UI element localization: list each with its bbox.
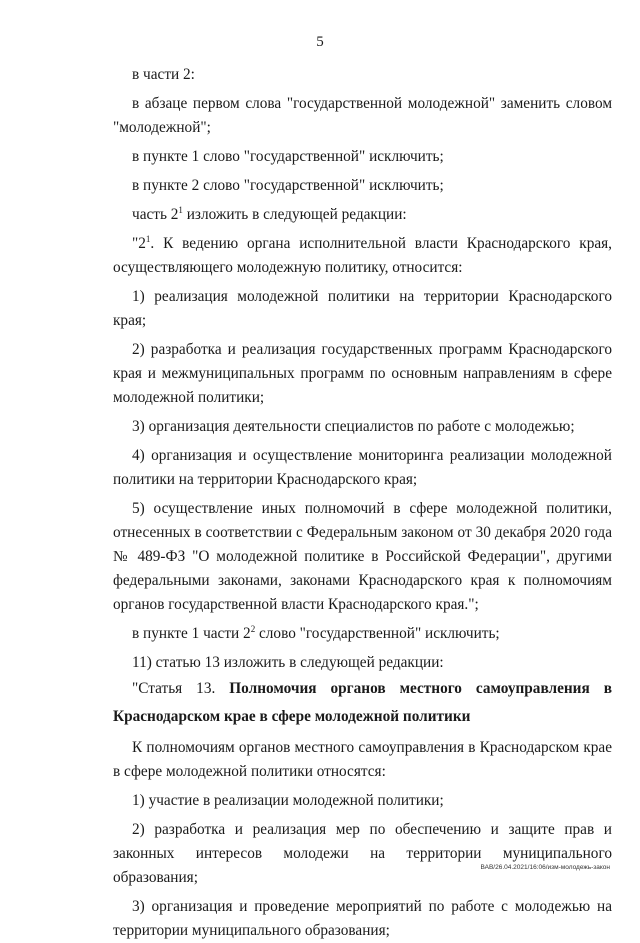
paragraph: 2) разработка и реализация государственных программ Краснодарского края и межмуниципальных программ по основным направлениям в сфере молодежной политики;: [113, 341, 612, 406]
text-fragment: "2: [132, 235, 146, 252]
paragraph: 11) статью 13 изложить в следующей редакции:: [132, 654, 444, 671]
paragraph: 2) разработка и реализация мер по обеспечению и защите прав и законных интересов молодежи на территории муниципального образования;: [113, 821, 612, 886]
superscript: 2: [250, 623, 256, 634]
text-fragment: изложить в следующей редакции:: [182, 206, 407, 223]
paragraph: 4) организация и осуществление мониторинга реализации молодежной политики на территории Краснодарского края;: [113, 447, 612, 488]
paragraph: 3) организация и проведение мероприятий по работе с молодежью на территории муниципального образования;: [113, 898, 612, 939]
superscript: 1: [178, 204, 183, 215]
paragraph: в пункте 2 слово "государственной" исключить;: [132, 177, 444, 194]
text-fragment: слово "государственной" исключить;: [255, 625, 500, 642]
text-fragment: . К ведению органа исполнительной власти Краснодарского края, осуществляющего молодежную политику, относится:: [113, 235, 612, 276]
paragraph: 3) организация деятельности специалистов по работе с молодежью;: [132, 418, 575, 435]
paragraph: 1) реализация молодежной политики на территории Краснодарского края;: [113, 288, 612, 329]
paragraph: К полномочиям органов местного самоуправления в Краснодарском крае в сфере молодежной политики относятся:: [113, 739, 612, 780]
paragraph: в части 2:: [132, 66, 195, 83]
paragraph: в пункте 1 слово "государственной" исключить;: [132, 148, 444, 165]
article-heading: [113, 675, 612, 731]
document-body: [113, 63, 612, 943]
paragraph: в абзаце первом слова "государственной молодежной" заменить словом "молодежной";: [113, 95, 612, 136]
paragraph: 5) осуществление иных полномочий в сфере молодежной политики, отнесенных в соответствии с Федеральным законом от 30 декабря 2020 года № 489-ФЗ "О молодежной политике в Российской Федерации", другими федеральными законами, законами Краснодарского края к полномочиям органов государственной власти Краснодарского края.";: [113, 500, 612, 613]
page-number: 5: [316, 34, 324, 50]
article-prefix: "Статья 13.: [132, 680, 230, 697]
superscript: 1: [145, 233, 151, 244]
footer-stamp: ВАВ/26.04.2021/16:06/изм-молодежь-закон: [480, 864, 610, 871]
paragraph: [113, 232, 612, 280]
text-fragment: часть 2: [132, 206, 179, 223]
text-fragment: в пункте 1 части 2: [132, 625, 251, 642]
paragraph: 1) участие в реализации молодежной политики;: [132, 792, 444, 809]
paragraph: [113, 203, 612, 227]
paragraph: [113, 622, 612, 646]
article-title: Полномочия органов местного самоуправления в Краснодарском крае в сфере молодежной политики: [113, 680, 612, 725]
